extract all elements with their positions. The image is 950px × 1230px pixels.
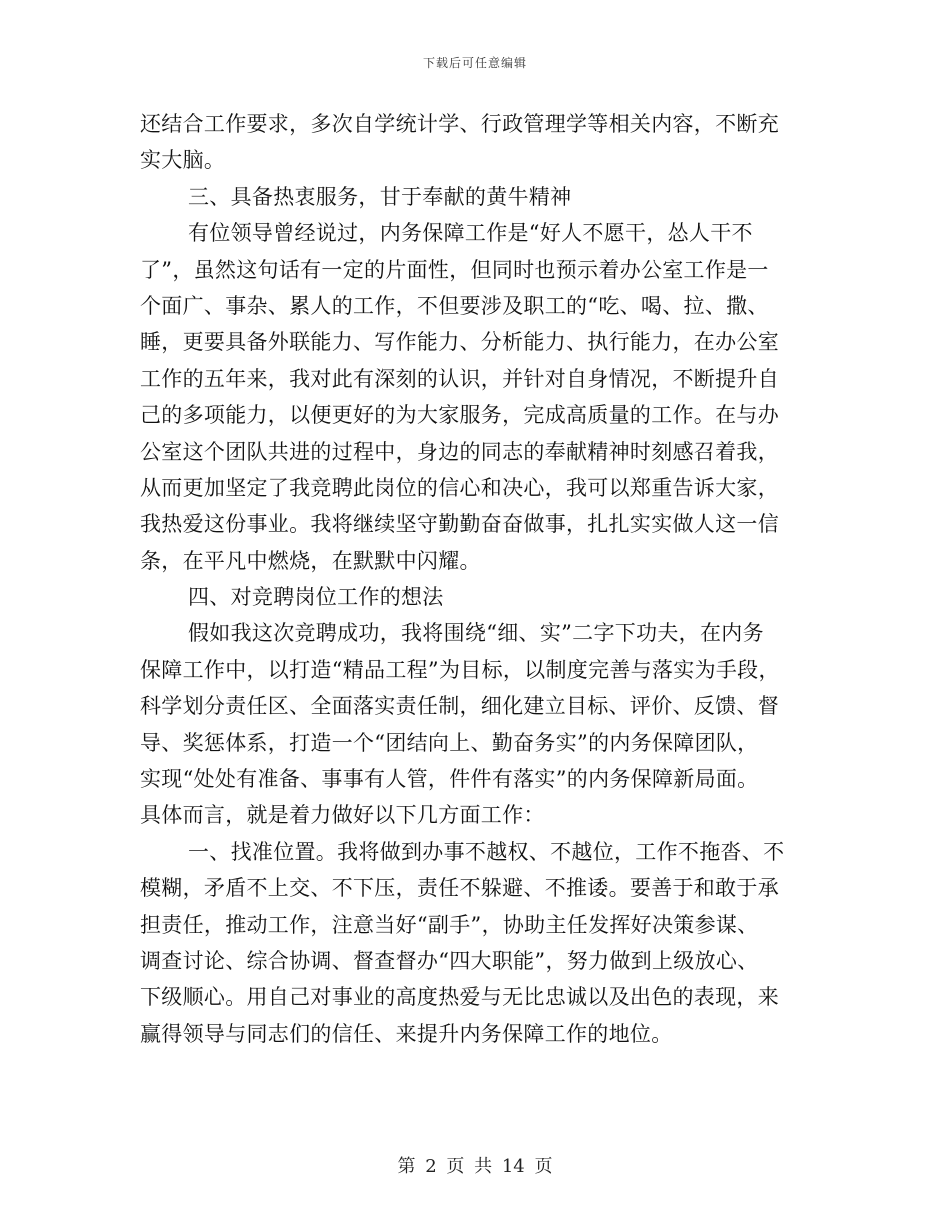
text-line: 睡，更要具备外联能力、写作能力、分析能力、执行能力，在办公室 [140, 330, 779, 355]
text-line: 了”，虽然这句话有一定的片面性，但同时也预示着办公室工作是一 [140, 257, 769, 282]
text-line: 公室这个团队共进的过程中，身边的同志的奉献精神时刻感召着我， [140, 439, 779, 464]
text-line: 己的多项能力，以便更好的为大家服务，完成高质量的工作。在与办 [140, 403, 779, 428]
text-line: 实大脑。 [140, 148, 226, 173]
text-line: 从而更加坚定了我竞聘此岗位的信心和决心，我可以郑重告诉大家， [140, 475, 779, 500]
text-line: 下级顺心。用自己对事业的高度热爱与无比忠诚以及出色的表现，来 [140, 985, 779, 1010]
text-line: 还结合工作要求，多次自学统计学、行政管理学等相关内容，不断充 [140, 112, 779, 136]
text-line: 我热爱这份事业。我将继续坚守勤勤奋奋做事，扎扎实实做人这一信 [140, 512, 779, 537]
text-line: 工作的五年来，我对此有深刻的认识，并针对自身情况，不断提升自 [140, 366, 779, 391]
page-number: 第 2 页 共 14 页 [397, 1156, 553, 1177]
text-line: 实现“处处有准备、事事有人管，件件有落实”的内务保障新局面。 [140, 767, 759, 792]
text-line: 科学划分责任区、全面落实责任制，细化建立目标、评价、反馈、督 [140, 694, 779, 719]
text-line: 有位领导曾经说过，内务保障工作是“好人不愿干，怂人干不 [188, 221, 753, 246]
section-heading: 三、具备热衷服务，甘于奉献的黄牛精神 [188, 184, 572, 209]
text-line: 条，在平凡中燃烧，在默默中闪耀。 [140, 548, 481, 573]
text-line: 假如我这次竞聘成功，我将围绕“细、实”二字下功夫，在内务 [188, 621, 764, 646]
text-line: 具体而言，就是着力做好以下几方面工作： [140, 803, 545, 828]
page-header-note: 下载后可任意编辑 [422, 56, 527, 70]
text-line: 保障工作中，以打造“精品工程”为目标，以制度完善与落实为手段， [140, 657, 780, 682]
text-line: 担责任，推动工作，注意当好“副手”，协助主任发挥好决策参谋、 [140, 912, 759, 937]
text-line: 个面广、事杂、累人的工作，不但要涉及职工的“吃、喝、拉、撒、 [140, 293, 769, 318]
section-heading: 四、对竞聘岗位工作的想法 [188, 585, 444, 610]
text-line: 模糊，矛盾不上交、不下压，责任不躲避、不推诿。要善于和敢于承 [140, 876, 779, 901]
text-line: 调查讨论、综合协调、督查督办“四大职能”，努力做到上级放心、 [140, 948, 759, 973]
text-line: 导、奖惩体系，打造一个“团结向上、勤奋务实”的内务保障团队， [140, 730, 759, 755]
text-line: 一、找准位置。我将做到办事不越权、不越位，工作不拖沓、不 [188, 839, 785, 864]
document-body [140, 106, 812, 1052]
text-line: 赢得领导与同志们的信任、来提升内务保障工作的地位。 [140, 1021, 673, 1046]
